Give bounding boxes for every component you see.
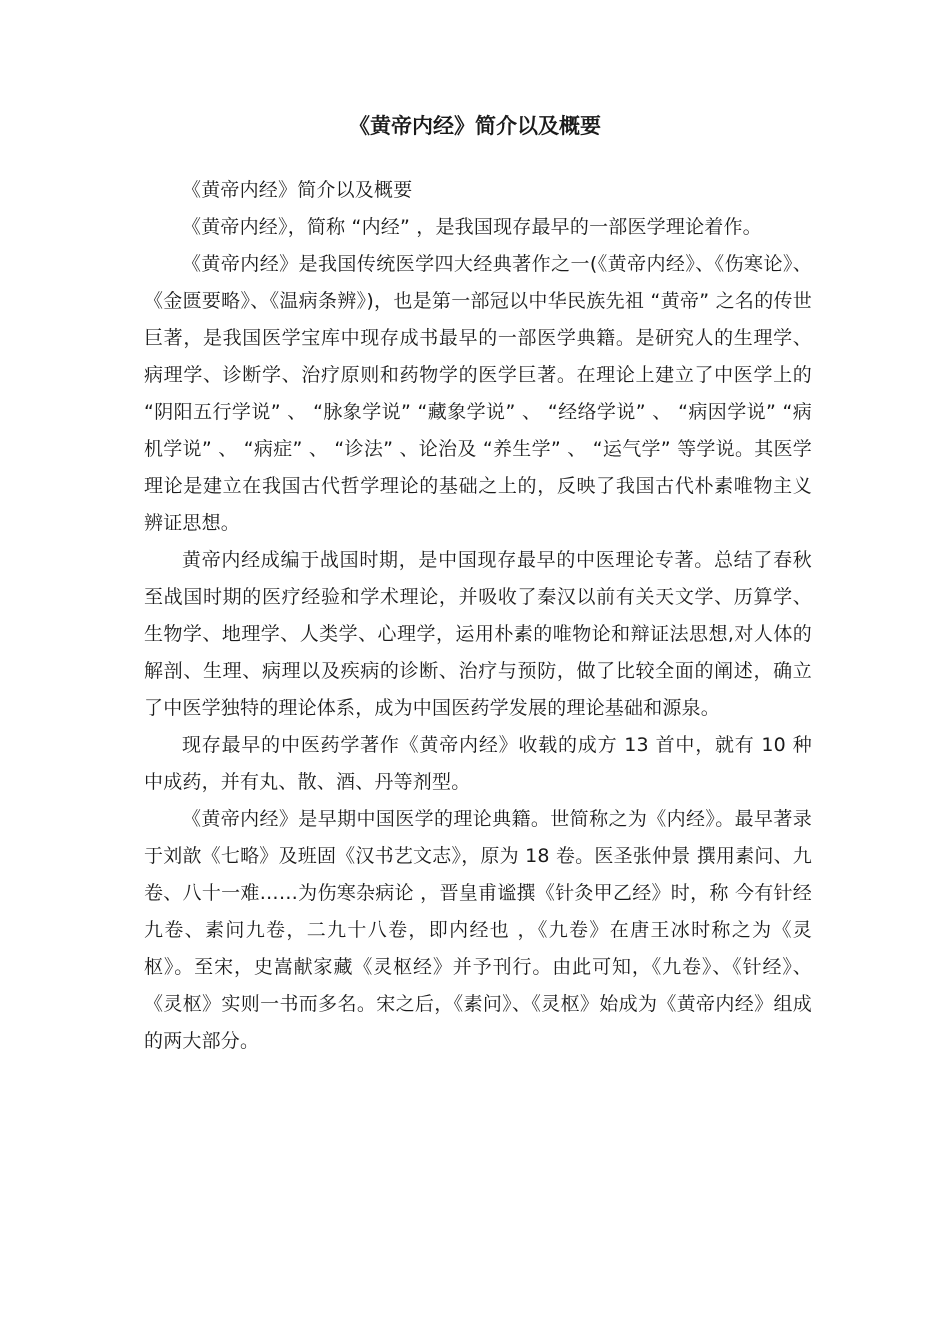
document-body bbox=[144, 172, 812, 1060]
paragraph-intro: 《黄帝内经》，简称 “内经” ，是我国现存最早的一部医学理论着作。 bbox=[182, 216, 762, 238]
paragraph-subtitle: 《黄帝内经》简介以及概要 bbox=[182, 179, 413, 201]
paragraph-history: 《黄帝内经》是早期中国医学的理论典籍。世简称之为《内经》。最早著录于刘歆《七略》及班固《汉书艺文志》，原为 18 卷。医圣张仲景 撰用素问、九卷、八十一难……为伤寒杂病论 ，晋皇甫谧撰《针灸甲乙经》时，称 今有针经九卷、素问九卷，二九十八卷，即内经也 ，《九卷》在唐王冰时称之为《灵枢》。至宋，史嵩献家藏《灵枢经》并予刊行。由此可知，《九卷》、《针经》、《灵枢》实则一书而多名。宋之后，《素问》、《灵枢》始成为《黄帝内经》组成的两大部分。 bbox=[144, 808, 812, 1052]
page-title: 《黄帝内经》简介以及概要 bbox=[349, 114, 601, 138]
paragraph-classics: 《黄帝内经》是我国传统医学四大经典著作之一(《黄帝内经》、《伤寒论》、《金匮要略》、《温病条辨》)，也是第一部冠以中华民族先祖 “黄帝” 之名的传世巨著，是我国医学宝库中现存成书最早的一部医学典籍。是研究人的生理学、病理学、诊断学、治疗原则和药物学的医学巨著。在理论上建立了中医学上的 “阴阳五行学说” 、 “脉象学说” “藏象学说” 、 “经络学说” 、 “病因学说” “病机学说” 、 “病症” 、 “诊法” 、论治及 “养生学” 、 “运气学” 等学说。其医学理论是建立在我国古代哲学理论的基础之上的，反映了我国古代朴素唯物主义辨证思想。 bbox=[144, 253, 812, 534]
paragraph-formulas: 现存最早的中医药学著作《黄帝内经》收载的成方 13 首中，就有 10 种中成药，并有丸、散、酒、丹等剂型。 bbox=[144, 734, 812, 793]
paragraph-origin: 黄帝内经成编于战国时期，是中国现存最早的中医理论专著。总结了春秋至战国时期的医疗经验和学术理论，并吸收了秦汉以前有关天文学、历算学、生物学、地理学、人类学、心理学，运用朴素的唯物论和辩证法思想,对人体的解剖、生理、病理以及疾病的诊断、治疗与预防，做了比较全面的阐述，确立了中医学独特的理论体系，成为中国医药学发展的理论基础和源泉。 bbox=[144, 549, 812, 719]
